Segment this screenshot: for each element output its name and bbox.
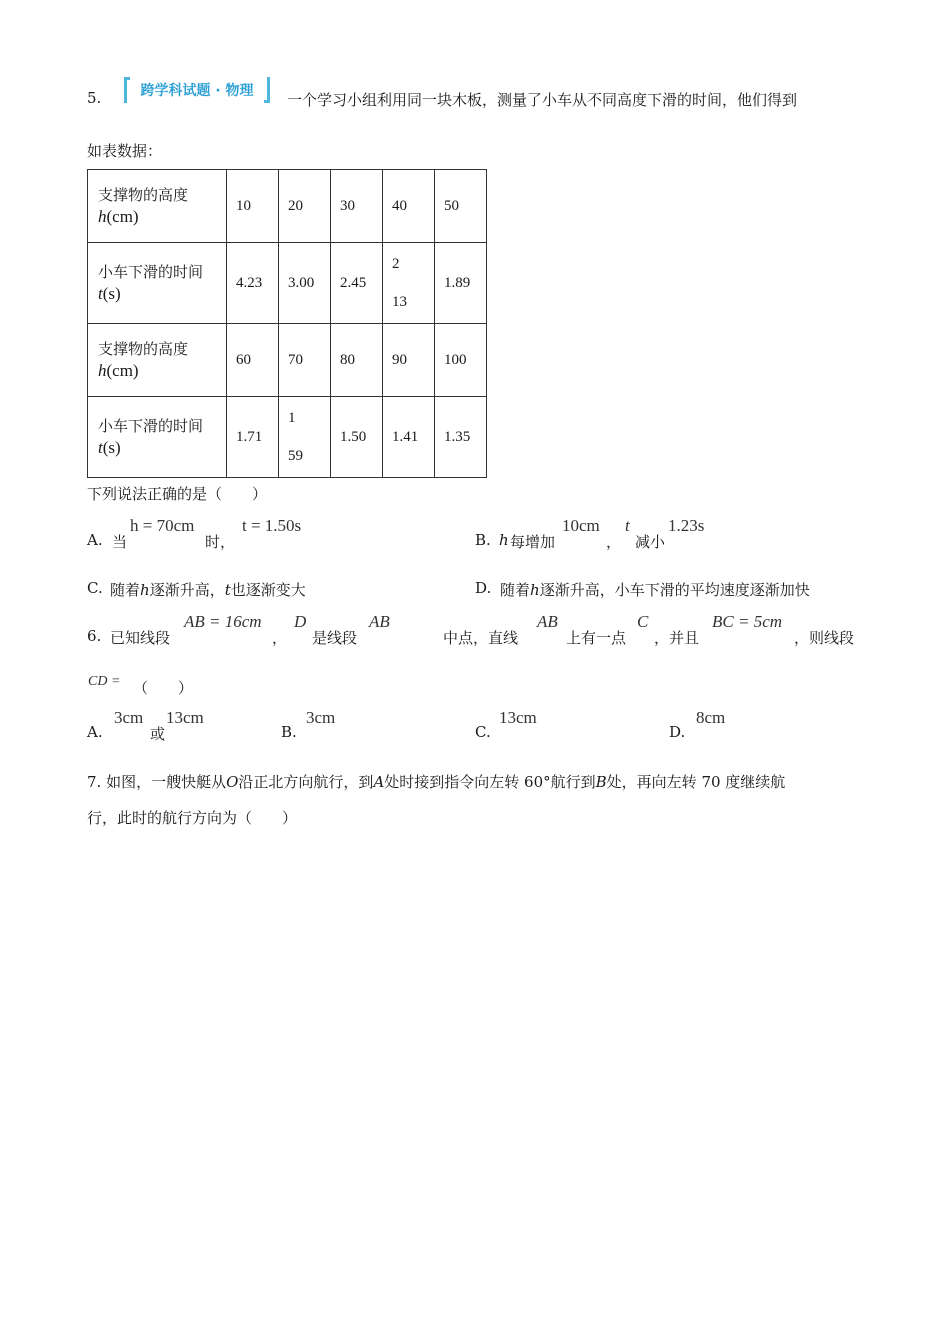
var: B bbox=[595, 773, 607, 791]
q6-math-c: C bbox=[637, 612, 649, 631]
table-cell bbox=[279, 397, 331, 478]
table-row bbox=[88, 324, 487, 397]
q6-text2: 是线段 bbox=[312, 629, 358, 647]
q6-text6: ，则线段 bbox=[794, 629, 855, 647]
q5-stem-line1: 一个学习小组利用同一块木板，测量了小车从不同高度下滑的时间，他们得到 bbox=[287, 91, 798, 109]
q5-option-d-label: D. bbox=[475, 579, 492, 597]
q6-text: 已知线段 bbox=[110, 629, 171, 647]
text: 如图，一艘快艇从 bbox=[106, 773, 227, 791]
data-table bbox=[87, 169, 487, 478]
q6-text5: ，并且 bbox=[654, 629, 700, 647]
q6-math-d: D bbox=[294, 612, 307, 631]
q6-text4: 上有一点 bbox=[566, 629, 627, 647]
table-row-header bbox=[88, 243, 227, 324]
q6-option-c-label: C. bbox=[475, 723, 491, 741]
q5-option-a-math2: t = 1.50s bbox=[242, 516, 302, 535]
q6-option-d-label: D. bbox=[669, 723, 686, 741]
text: 随着 bbox=[500, 581, 531, 599]
table-row bbox=[88, 243, 487, 324]
table-cell: 10 bbox=[227, 170, 279, 243]
q5-question: 下列说法正确的是（ ） bbox=[87, 485, 268, 503]
table-row-header bbox=[88, 324, 227, 397]
q6-comma: ， bbox=[272, 629, 288, 647]
unit-var: t bbox=[98, 284, 103, 303]
q6-option-a-label: A. bbox=[87, 723, 103, 741]
q5-option-a-label: A. bbox=[87, 531, 103, 549]
cell-part: 2 bbox=[392, 256, 400, 272]
table-cell bbox=[383, 243, 435, 324]
table-cell: 50 bbox=[435, 170, 487, 243]
q7-number: 7. bbox=[87, 773, 102, 791]
q5-option-b-math1: 10cm bbox=[562, 516, 600, 535]
unit-var: t bbox=[98, 438, 103, 457]
subject-tag bbox=[124, 77, 270, 103]
q6-option-d-math: 8cm bbox=[696, 708, 726, 727]
q6-option-a-math2: 13cm bbox=[166, 708, 204, 727]
table-row-header bbox=[88, 170, 227, 243]
text: 沿正北方向航行，到 bbox=[238, 773, 374, 791]
var: A bbox=[373, 773, 385, 791]
table-cell: 3.00 bbox=[279, 243, 331, 324]
table-cell: 1.41 bbox=[383, 397, 435, 478]
table-cell: 1.50 bbox=[331, 397, 383, 478]
q6-option-c-math: 13cm bbox=[499, 708, 537, 727]
q5-number: 5. bbox=[87, 89, 102, 107]
q5-option-c-label: C. bbox=[87, 579, 103, 597]
table-cell: 1.35 bbox=[435, 397, 487, 478]
table-cell: 60 bbox=[227, 324, 279, 397]
text: 随着 bbox=[110, 581, 141, 599]
q6-option-a-math1: 3cm bbox=[114, 708, 144, 727]
text: 处，再向左转 70 度继续航 bbox=[606, 773, 786, 791]
subject-tag-text: 跨学科试题 · 物理 bbox=[140, 83, 254, 99]
q5-option-b-label: B. bbox=[475, 531, 491, 549]
q5-option-a-text: 当 bbox=[112, 533, 128, 551]
q5-stem-line2: 如表数据： bbox=[87, 142, 163, 160]
unit-var: h bbox=[98, 361, 107, 380]
table-cell: 1.71 bbox=[227, 397, 279, 478]
row-label: 支撑物的高度 bbox=[98, 340, 189, 358]
unit: (cm) bbox=[106, 361, 139, 380]
cell-part: 13 bbox=[392, 294, 407, 310]
unit: (s) bbox=[102, 284, 121, 303]
q7-line1 bbox=[87, 771, 785, 792]
q5-option-b-math2: t bbox=[625, 516, 630, 535]
q6-text3: 中点，直线 bbox=[443, 629, 519, 647]
q5-option-d-text bbox=[500, 579, 810, 600]
table-cell: 70 bbox=[279, 324, 331, 397]
var: O bbox=[226, 773, 239, 791]
q5-option-a-text2: 时， bbox=[205, 533, 236, 551]
q5-option-a-math1: h = 70cm bbox=[130, 516, 195, 535]
q6-math-cd: CD = bbox=[88, 674, 121, 689]
table-row-header bbox=[88, 397, 227, 478]
table-row bbox=[88, 170, 487, 243]
row-label: 支撑物的高度 bbox=[98, 186, 189, 204]
row-label: 小车下滑的时间 bbox=[98, 417, 204, 435]
q6-math-ab: AB = 16cm bbox=[184, 612, 262, 631]
unit: (cm) bbox=[106, 207, 139, 226]
var: t bbox=[224, 581, 231, 599]
q5-option-b-comma: ， bbox=[606, 533, 622, 551]
cell-part: 1 bbox=[288, 410, 296, 426]
q5-option-b-var: h bbox=[499, 531, 509, 549]
q6-option-b-label: B. bbox=[281, 723, 297, 741]
q5-option-b-math3: 1.23s bbox=[668, 516, 705, 535]
table-cell: 80 bbox=[331, 324, 383, 397]
var: h bbox=[530, 581, 540, 599]
text: 处时接到指令向左转 60°航行到 bbox=[384, 773, 596, 791]
q5-option-b-text: 每增加 bbox=[510, 533, 556, 551]
q5-option-b-text2: 减小 bbox=[635, 533, 666, 551]
table-cell: 2.45 bbox=[331, 243, 383, 324]
cell-part: 59 bbox=[288, 448, 303, 464]
q6-option-b-math: 3cm bbox=[306, 708, 336, 727]
table-cell: 20 bbox=[279, 170, 331, 243]
table-cell: 100 bbox=[435, 324, 487, 397]
text: 逐渐升高， bbox=[149, 581, 225, 599]
q5-option-c-text bbox=[110, 579, 306, 600]
unit-var: h bbox=[98, 207, 107, 226]
table-cell: 1.89 bbox=[435, 243, 487, 324]
q7-line2: 行，此时的航行方向为（ ） bbox=[87, 809, 298, 827]
q6-number: 6. bbox=[87, 627, 102, 645]
table-cell: 40 bbox=[383, 170, 435, 243]
q6-option-a-or: 或 bbox=[150, 725, 166, 743]
var: h bbox=[140, 581, 150, 599]
table-cell: 4.23 bbox=[227, 243, 279, 324]
q6-math-ab2: AB bbox=[369, 612, 390, 631]
q6-paren: （ ） bbox=[133, 679, 194, 697]
table-row bbox=[88, 397, 487, 478]
q6-math-ab3: AB bbox=[537, 612, 558, 631]
text: 逐渐升高，小车下滑的平均速度逐渐加快 bbox=[539, 581, 810, 599]
row-label: 小车下滑的时间 bbox=[98, 263, 204, 281]
table-cell: 90 bbox=[383, 324, 435, 397]
text: 也逐渐变大 bbox=[230, 581, 306, 599]
q6-math-bc: BC = 5cm bbox=[712, 612, 783, 631]
table-cell: 30 bbox=[331, 170, 383, 243]
unit: (s) bbox=[102, 438, 121, 457]
